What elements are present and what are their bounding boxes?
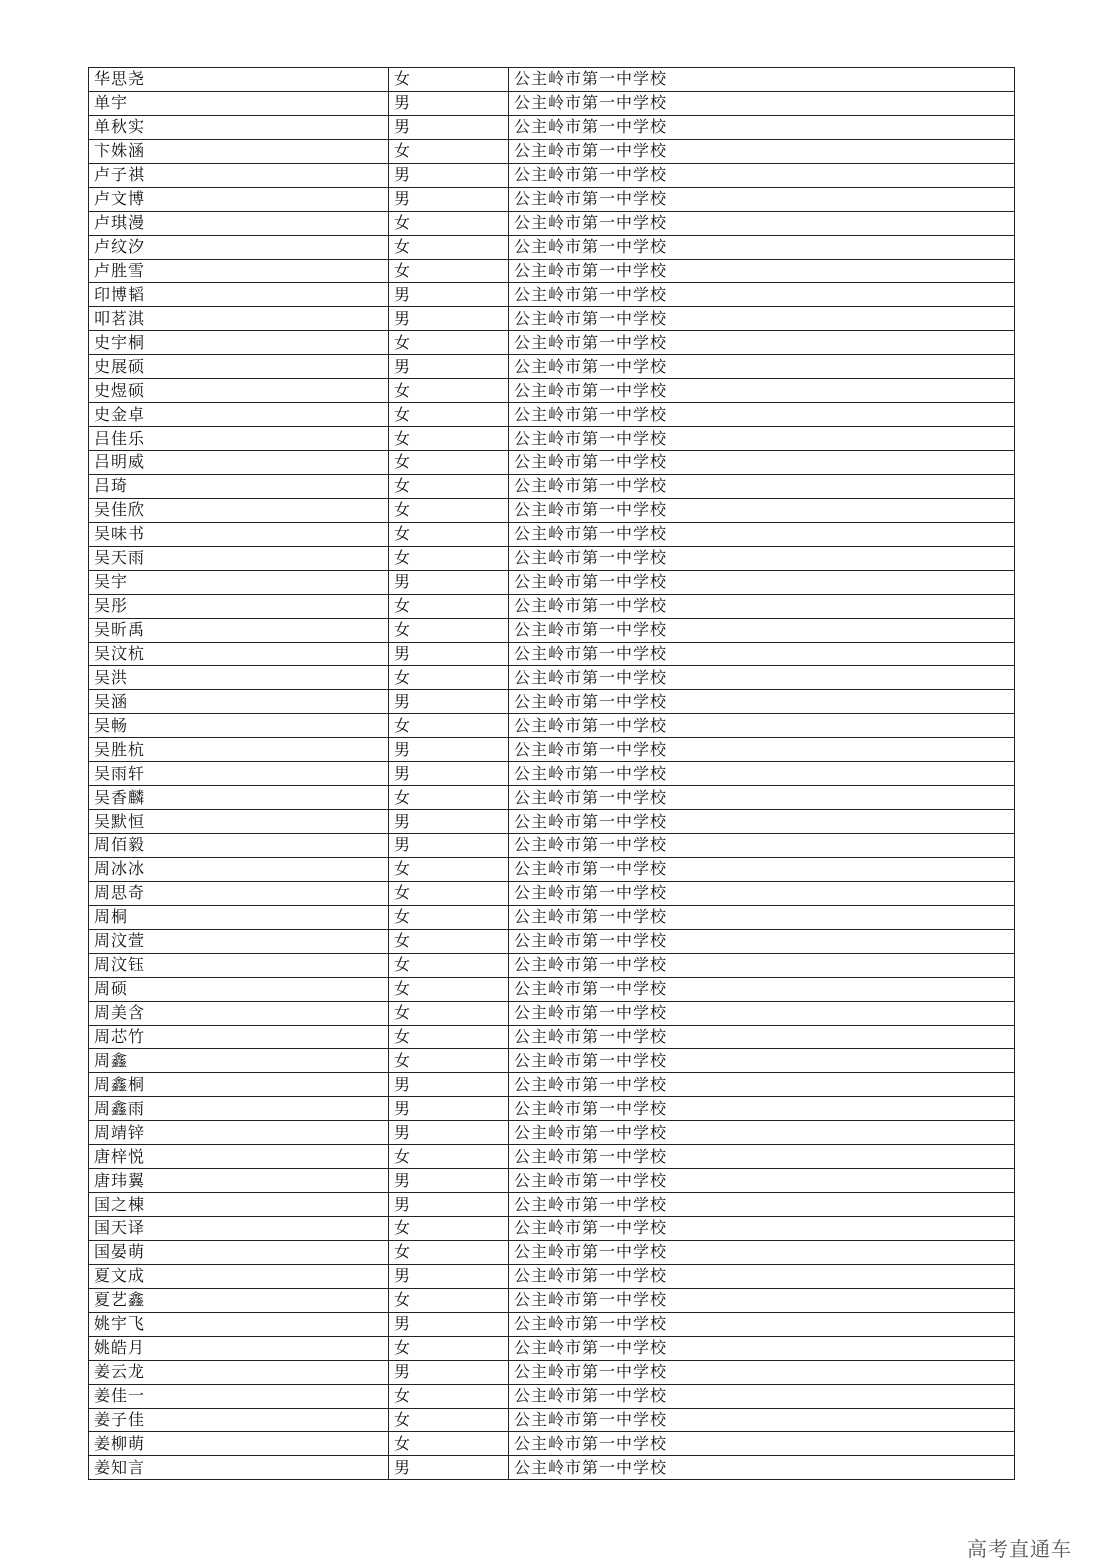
table-row [89,642,1015,666]
school-cell: 公主岭市第一中学校 [509,1049,1015,1073]
school-cell: 公主岭市第一中学校 [509,91,1015,115]
name-cell: 姜知言 [89,1456,389,1480]
school-cell: 公主岭市第一中学校 [509,690,1015,714]
school-cell: 公主岭市第一中学校 [509,1169,1015,1193]
name-cell: 周汶萱 [89,929,389,953]
gender-cell: 男 [389,283,509,307]
table-row [89,714,1015,738]
gender-cell: 女 [389,786,509,810]
gender-cell: 女 [389,259,509,283]
table-row [89,1145,1015,1169]
gender-cell: 女 [389,1288,509,1312]
table-row [89,235,1015,259]
name-cell: 华思尧 [89,68,389,92]
gender-cell: 女 [389,1145,509,1169]
school-cell: 公主岭市第一中学校 [509,810,1015,834]
school-cell: 公主岭市第一中学校 [509,738,1015,762]
watermark-text: 高考直通车 [967,1537,1072,1561]
name-cell: 周芯竹 [89,1025,389,1049]
gender-cell: 女 [389,977,509,1001]
school-cell: 公主岭市第一中学校 [509,259,1015,283]
name-cell: 吕佳乐 [89,427,389,451]
gender-cell: 男 [389,690,509,714]
name-cell: 国晏萌 [89,1240,389,1264]
gender-cell: 男 [389,1169,509,1193]
table-row [89,1049,1015,1073]
table-row [89,283,1015,307]
gender-cell: 女 [389,331,509,355]
school-cell: 公主岭市第一中学校 [509,618,1015,642]
name-cell: 卢纹汐 [89,235,389,259]
school-cell: 公主岭市第一中学校 [509,403,1015,427]
school-cell: 公主岭市第一中学校 [509,1288,1015,1312]
gender-cell: 女 [389,905,509,929]
school-cell: 公主岭市第一中学校 [509,666,1015,690]
table-row [89,331,1015,355]
table-row [89,1240,1015,1264]
table-row [89,738,1015,762]
gender-cell: 女 [389,1384,509,1408]
table-row [89,786,1015,810]
name-cell: 夏艺鑫 [89,1288,389,1312]
gender-cell: 男 [389,738,509,762]
gender-cell: 男 [389,1073,509,1097]
school-cell: 公主岭市第一中学校 [509,522,1015,546]
name-cell: 叩茗淇 [89,307,389,331]
gender-cell: 男 [389,307,509,331]
school-cell: 公主岭市第一中学校 [509,1121,1015,1145]
gender-cell: 男 [389,163,509,187]
name-cell: 卢胜雪 [89,259,389,283]
school-cell: 公主岭市第一中学校 [509,857,1015,881]
gender-cell: 女 [389,953,509,977]
table-row [89,1264,1015,1288]
table-row [89,1217,1015,1241]
table-row [89,1097,1015,1121]
gender-cell: 男 [389,1360,509,1384]
school-cell: 公主岭市第一中学校 [509,1073,1015,1097]
table-row [89,474,1015,498]
gender-cell: 女 [389,1217,509,1241]
table-row [89,929,1015,953]
table-row [89,68,1015,92]
name-cell: 单秋实 [89,115,389,139]
gender-cell: 男 [389,834,509,858]
gender-cell: 女 [389,1049,509,1073]
name-cell: 史展硕 [89,355,389,379]
school-cell: 公主岭市第一中学校 [509,1145,1015,1169]
name-cell: 卢子祺 [89,163,389,187]
student-table [88,67,1015,1480]
table-row [89,905,1015,929]
gender-cell: 女 [389,929,509,953]
school-cell: 公主岭市第一中学校 [509,1336,1015,1360]
name-cell: 姜柳萌 [89,1432,389,1456]
school-cell: 公主岭市第一中学校 [509,953,1015,977]
table-row [89,1121,1015,1145]
name-cell: 周汶钰 [89,953,389,977]
name-cell: 卢文博 [89,187,389,211]
name-cell: 姚宇飞 [89,1312,389,1336]
table-row [89,977,1015,1001]
name-cell: 姚皓月 [89,1336,389,1360]
school-cell: 公主岭市第一中学校 [509,762,1015,786]
table-row [89,690,1015,714]
name-cell: 吴胜杭 [89,738,389,762]
name-cell: 吕明威 [89,451,389,475]
table-row [89,1360,1015,1384]
gender-cell: 女 [389,1025,509,1049]
table-row [89,1432,1015,1456]
school-cell: 公主岭市第一中学校 [509,1384,1015,1408]
name-cell: 吴彤 [89,594,389,618]
table-row [89,666,1015,690]
table-row [89,1336,1015,1360]
table-row [89,594,1015,618]
table-row [89,307,1015,331]
gender-cell: 女 [389,68,509,92]
table-row [89,1288,1015,1312]
name-cell: 吴宇 [89,570,389,594]
gender-cell: 男 [389,1264,509,1288]
table-row [89,834,1015,858]
gender-cell: 女 [389,1240,509,1264]
school-cell: 公主岭市第一中学校 [509,594,1015,618]
name-cell: 吴默恒 [89,810,389,834]
gender-cell: 男 [389,187,509,211]
name-cell: 吴畅 [89,714,389,738]
school-cell: 公主岭市第一中学校 [509,1097,1015,1121]
table-row [89,618,1015,642]
name-cell: 周鑫雨 [89,1097,389,1121]
school-cell: 公主岭市第一中学校 [509,355,1015,379]
school-cell: 公主岭市第一中学校 [509,786,1015,810]
name-cell: 周佰毅 [89,834,389,858]
school-cell: 公主岭市第一中学校 [509,379,1015,403]
school-cell: 公主岭市第一中学校 [509,1025,1015,1049]
school-cell: 公主岭市第一中学校 [509,163,1015,187]
table-row [89,259,1015,283]
school-cell: 公主岭市第一中学校 [509,427,1015,451]
school-cell: 公主岭市第一中学校 [509,474,1015,498]
gender-cell: 男 [389,810,509,834]
table-row [89,1456,1015,1480]
gender-cell: 女 [389,714,509,738]
student-table-body [89,68,1015,1480]
name-cell: 吴香麟 [89,786,389,810]
school-cell: 公主岭市第一中学校 [509,1408,1015,1432]
gender-cell: 女 [389,1408,509,1432]
name-cell: 姜云龙 [89,1360,389,1384]
name-cell: 吴洪 [89,666,389,690]
name-cell: 吴涵 [89,690,389,714]
school-cell: 公主岭市第一中学校 [509,498,1015,522]
name-cell: 卞姝涵 [89,139,389,163]
table-row [89,810,1015,834]
name-cell: 卢琪漫 [89,211,389,235]
gender-cell: 女 [389,666,509,690]
gender-cell: 女 [389,546,509,570]
table-row [89,498,1015,522]
gender-cell: 女 [389,1001,509,1025]
school-cell: 公主岭市第一中学校 [509,68,1015,92]
school-cell: 公主岭市第一中学校 [509,714,1015,738]
name-cell: 周鑫 [89,1049,389,1073]
table-row [89,570,1015,594]
name-cell: 史煜硕 [89,379,389,403]
gender-cell: 女 [389,427,509,451]
gender-cell: 女 [389,594,509,618]
gender-cell: 男 [389,1312,509,1336]
school-cell: 公主岭市第一中学校 [509,642,1015,666]
school-cell: 公主岭市第一中学校 [509,1240,1015,1264]
school-cell: 公主岭市第一中学校 [509,1432,1015,1456]
name-cell: 印博韬 [89,283,389,307]
table-row [89,427,1015,451]
school-cell: 公主岭市第一中学校 [509,905,1015,929]
school-cell: 公主岭市第一中学校 [509,834,1015,858]
name-cell: 吕琦 [89,474,389,498]
name-cell: 周桐 [89,905,389,929]
name-cell: 唐梓悦 [89,1145,389,1169]
gender-cell: 女 [389,139,509,163]
gender-cell: 女 [389,498,509,522]
table-row [89,1001,1015,1025]
gender-cell: 女 [389,618,509,642]
table-row [89,115,1015,139]
gender-cell: 女 [389,857,509,881]
name-cell: 吴味书 [89,522,389,546]
name-cell: 周思奇 [89,881,389,905]
table-row [89,91,1015,115]
table-row [89,187,1015,211]
table-row [89,953,1015,977]
name-cell: 姜子佳 [89,1408,389,1432]
table-row [89,762,1015,786]
school-cell: 公主岭市第一中学校 [509,115,1015,139]
name-cell: 吴佳欣 [89,498,389,522]
school-cell: 公主岭市第一中学校 [509,451,1015,475]
name-cell: 周美含 [89,1001,389,1025]
school-cell: 公主岭市第一中学校 [509,1264,1015,1288]
table-row [89,1025,1015,1049]
gender-cell: 男 [389,1193,509,1217]
name-cell: 吴昕禹 [89,618,389,642]
student-list [88,67,1014,1480]
school-cell: 公主岭市第一中学校 [509,1360,1015,1384]
name-cell: 史金卓 [89,403,389,427]
school-cell: 公主岭市第一中学校 [509,1312,1015,1336]
gender-cell: 男 [389,762,509,786]
gender-cell: 男 [389,115,509,139]
name-cell: 唐玮翼 [89,1169,389,1193]
school-cell: 公主岭市第一中学校 [509,929,1015,953]
gender-cell: 男 [389,1456,509,1480]
school-cell: 公主岭市第一中学校 [509,546,1015,570]
table-row [89,355,1015,379]
school-cell: 公主岭市第一中学校 [509,139,1015,163]
school-cell: 公主岭市第一中学校 [509,570,1015,594]
table-row [89,1193,1015,1217]
gender-cell: 男 [389,355,509,379]
name-cell: 史宇桐 [89,331,389,355]
gender-cell: 女 [389,235,509,259]
school-cell: 公主岭市第一中学校 [509,331,1015,355]
school-cell: 公主岭市第一中学校 [509,1193,1015,1217]
table-row [89,546,1015,570]
name-cell: 吴天雨 [89,546,389,570]
school-cell: 公主岭市第一中学校 [509,187,1015,211]
name-cell: 单宇 [89,91,389,115]
gender-cell: 男 [389,91,509,115]
table-row [89,1312,1015,1336]
gender-cell: 男 [389,1097,509,1121]
gender-cell: 女 [389,1336,509,1360]
school-cell: 公主岭市第一中学校 [509,1001,1015,1025]
name-cell: 周靖锌 [89,1121,389,1145]
table-row [89,857,1015,881]
gender-cell: 男 [389,642,509,666]
gender-cell: 女 [389,474,509,498]
gender-cell: 女 [389,522,509,546]
table-row [89,881,1015,905]
school-cell: 公主岭市第一中学校 [509,977,1015,1001]
gender-cell: 男 [389,570,509,594]
school-cell: 公主岭市第一中学校 [509,1217,1015,1241]
school-cell: 公主岭市第一中学校 [509,283,1015,307]
table-row [89,211,1015,235]
name-cell: 国天译 [89,1217,389,1241]
table-row [89,139,1015,163]
table-row [89,379,1015,403]
gender-cell: 女 [389,211,509,235]
name-cell: 夏文成 [89,1264,389,1288]
school-cell: 公主岭市第一中学校 [509,211,1015,235]
table-row [89,403,1015,427]
name-cell: 姜佳一 [89,1384,389,1408]
name-cell: 吴汶杭 [89,642,389,666]
gender-cell: 女 [389,881,509,905]
table-row [89,451,1015,475]
table-row [89,1169,1015,1193]
gender-cell: 男 [389,1121,509,1145]
gender-cell: 女 [389,451,509,475]
table-row [89,1073,1015,1097]
name-cell: 国之棟 [89,1193,389,1217]
table-row [89,1408,1015,1432]
school-cell: 公主岭市第一中学校 [509,881,1015,905]
name-cell: 周鑫桐 [89,1073,389,1097]
name-cell: 周硕 [89,977,389,1001]
gender-cell: 女 [389,379,509,403]
school-cell: 公主岭市第一中学校 [509,1456,1015,1480]
school-cell: 公主岭市第一中学校 [509,235,1015,259]
school-cell: 公主岭市第一中学校 [509,307,1015,331]
name-cell: 吴雨轩 [89,762,389,786]
gender-cell: 女 [389,403,509,427]
table-row [89,522,1015,546]
table-row [89,1384,1015,1408]
table-row [89,163,1015,187]
name-cell: 周冰冰 [89,857,389,881]
gender-cell: 女 [389,1432,509,1456]
